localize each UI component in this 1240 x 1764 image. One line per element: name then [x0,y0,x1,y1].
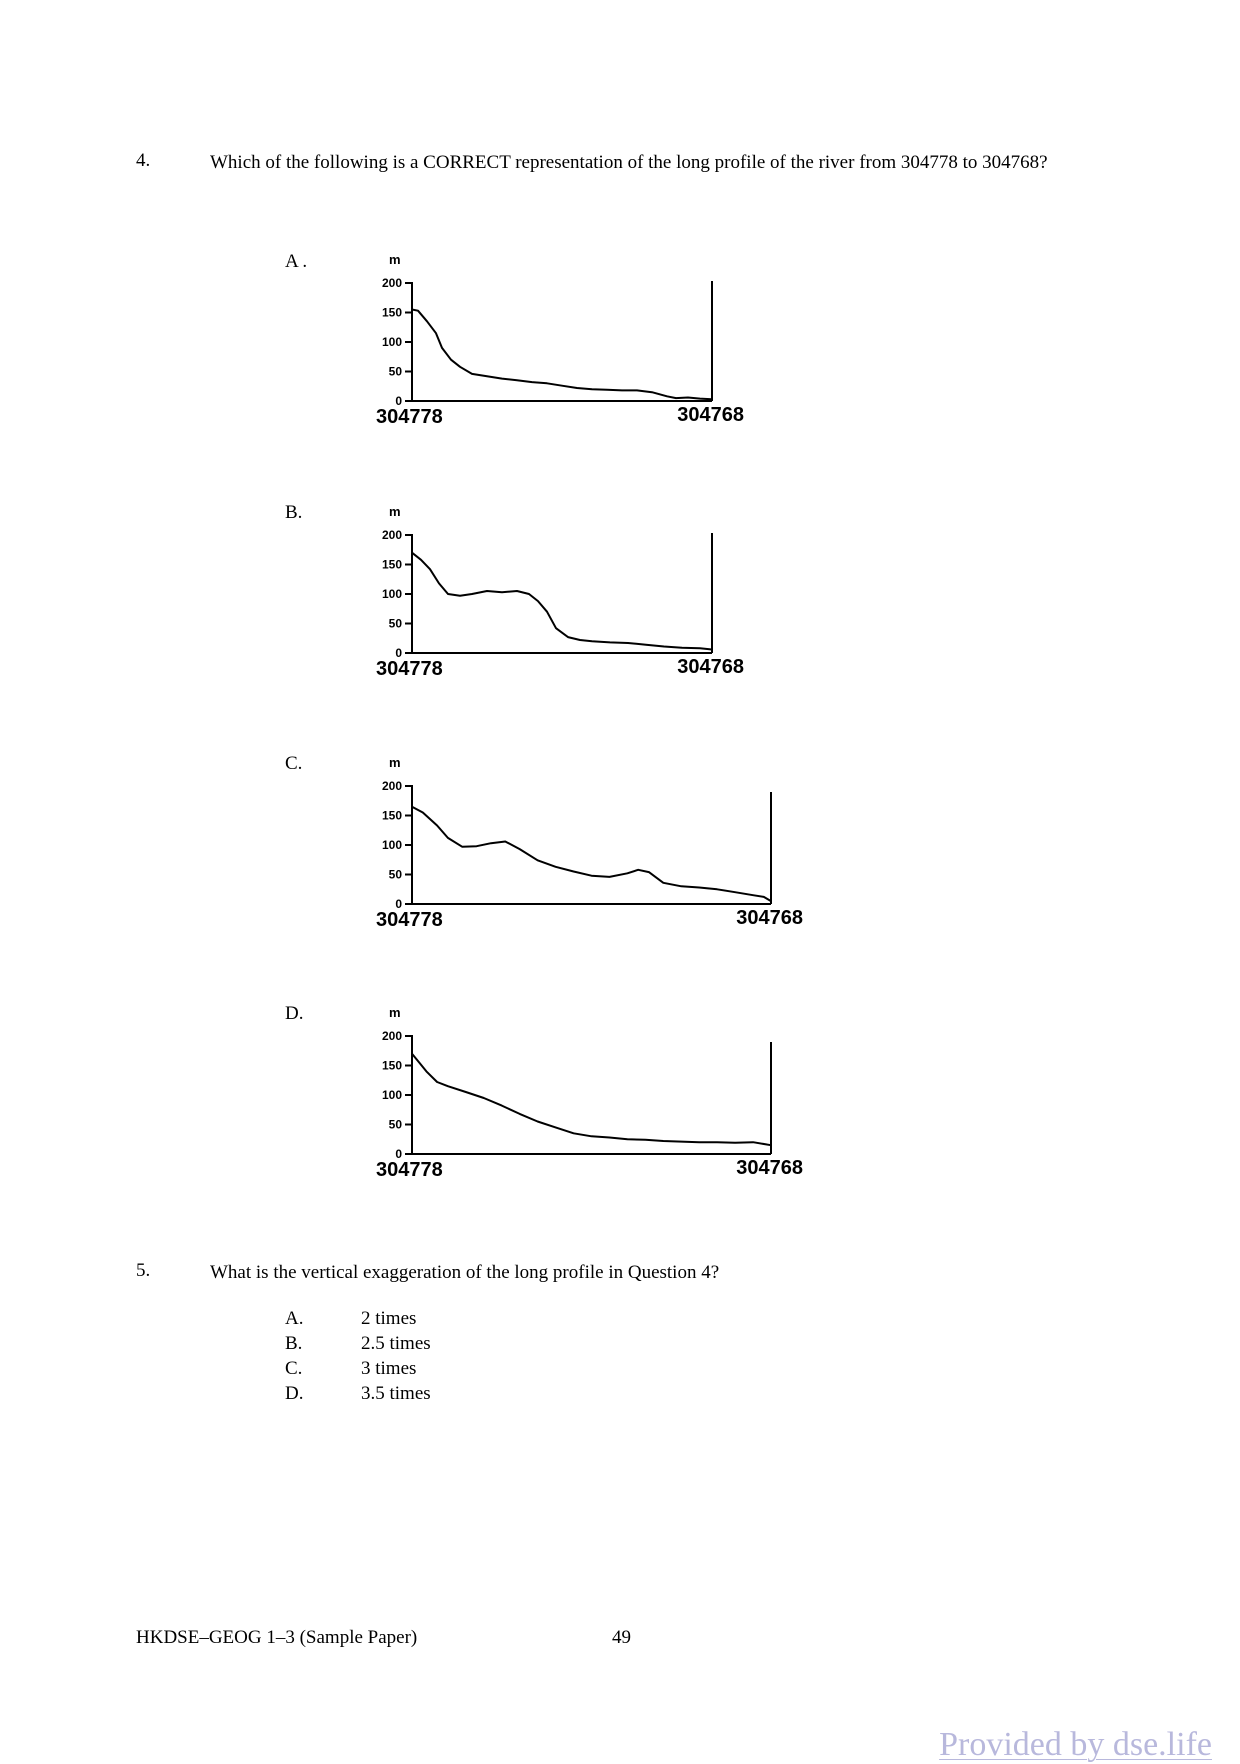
x-start-label: 304778 [376,406,443,428]
x-end-label: 304768 [677,404,744,426]
y-tick-label-50: 50 [388,364,402,379]
question-4-text: Which of the following is a CORRECT representation of the long profile of the river from 304778 to 304768? [210,152,1048,173]
chart-option-a [355,245,755,445]
answer-option-c-text: 3 times [361,1358,417,1379]
answer-option-b-letter: B. [285,1333,303,1354]
chart-option-c [355,748,815,948]
x-end-label: 304768 [736,1157,803,1179]
x-start-label: 304778 [376,1159,443,1181]
question-4-number: 4. [136,150,151,171]
y-tick-label-100: 100 [381,1088,402,1102]
y-unit-label: m [389,504,401,519]
profile-line [412,1054,771,1146]
answer-option-c [285,1358,416,1380]
chart-option-d [355,998,815,1198]
answer-option-d-letter: D. [285,1383,304,1404]
watermark-link[interactable]: Provided by dse.life [939,1726,1212,1763]
y-tick-label-200: 200 [381,528,402,542]
answer-option-c-letter: C. [285,1358,303,1379]
answer-option-d [285,1383,431,1405]
answer-option-d-text: 3.5 times [361,1383,431,1404]
y-tick-label-100: 100 [381,838,402,852]
x-end-label: 304768 [736,907,803,929]
option-d-letter: D. [285,1003,304,1024]
question-5-number: 5. [136,1260,151,1281]
y-unit-label: m [389,755,401,770]
chart-option-b [355,497,755,697]
profile-line [412,807,771,901]
profile-line [412,553,712,650]
footer-page-number: 49 [612,1627,631,1648]
y-tick-label-100: 100 [381,335,402,349]
option-a-letter: A . [285,251,308,272]
answer-option-a [285,1308,416,1330]
y-tick-label-0: 0 [395,1147,402,1161]
y-tick-label-0: 0 [395,394,402,408]
y-tick-label-150: 150 [381,808,402,823]
y-tick-label-150: 150 [381,1058,402,1073]
y-tick-label-200: 200 [381,276,402,290]
y-tick-label-50: 50 [388,867,402,882]
x-start-label: 304778 [376,658,443,680]
answer-option-a-text: 2 times [361,1308,417,1329]
y-unit-label: m [389,1005,401,1020]
y-tick-label-200: 200 [381,779,402,793]
question-5-text: What is the vertical exaggeration of the long profile in Question 4? [210,1262,720,1283]
y-tick-label-150: 150 [381,305,402,320]
y-tick-label-50: 50 [388,616,402,631]
y-tick-label-200: 200 [381,1029,402,1043]
y-unit-label: m [389,252,401,267]
x-end-label: 304768 [677,656,744,678]
x-start-label: 304778 [376,909,443,931]
profile-line [412,310,712,400]
option-b-letter: B. [285,502,303,523]
y-tick-label-150: 150 [381,557,402,572]
y-tick-label-100: 100 [381,587,402,601]
option-c-letter: C. [285,753,303,774]
footer-paper-title: HKDSE–GEOG 1–3 (Sample Paper) [136,1627,418,1648]
answer-option-b [285,1333,431,1355]
answer-option-b-text: 2.5 times [361,1333,431,1354]
y-tick-label-0: 0 [395,646,402,660]
answer-option-a-letter: A. [285,1308,304,1329]
y-tick-label-0: 0 [395,897,402,911]
y-tick-label-50: 50 [388,1117,402,1132]
